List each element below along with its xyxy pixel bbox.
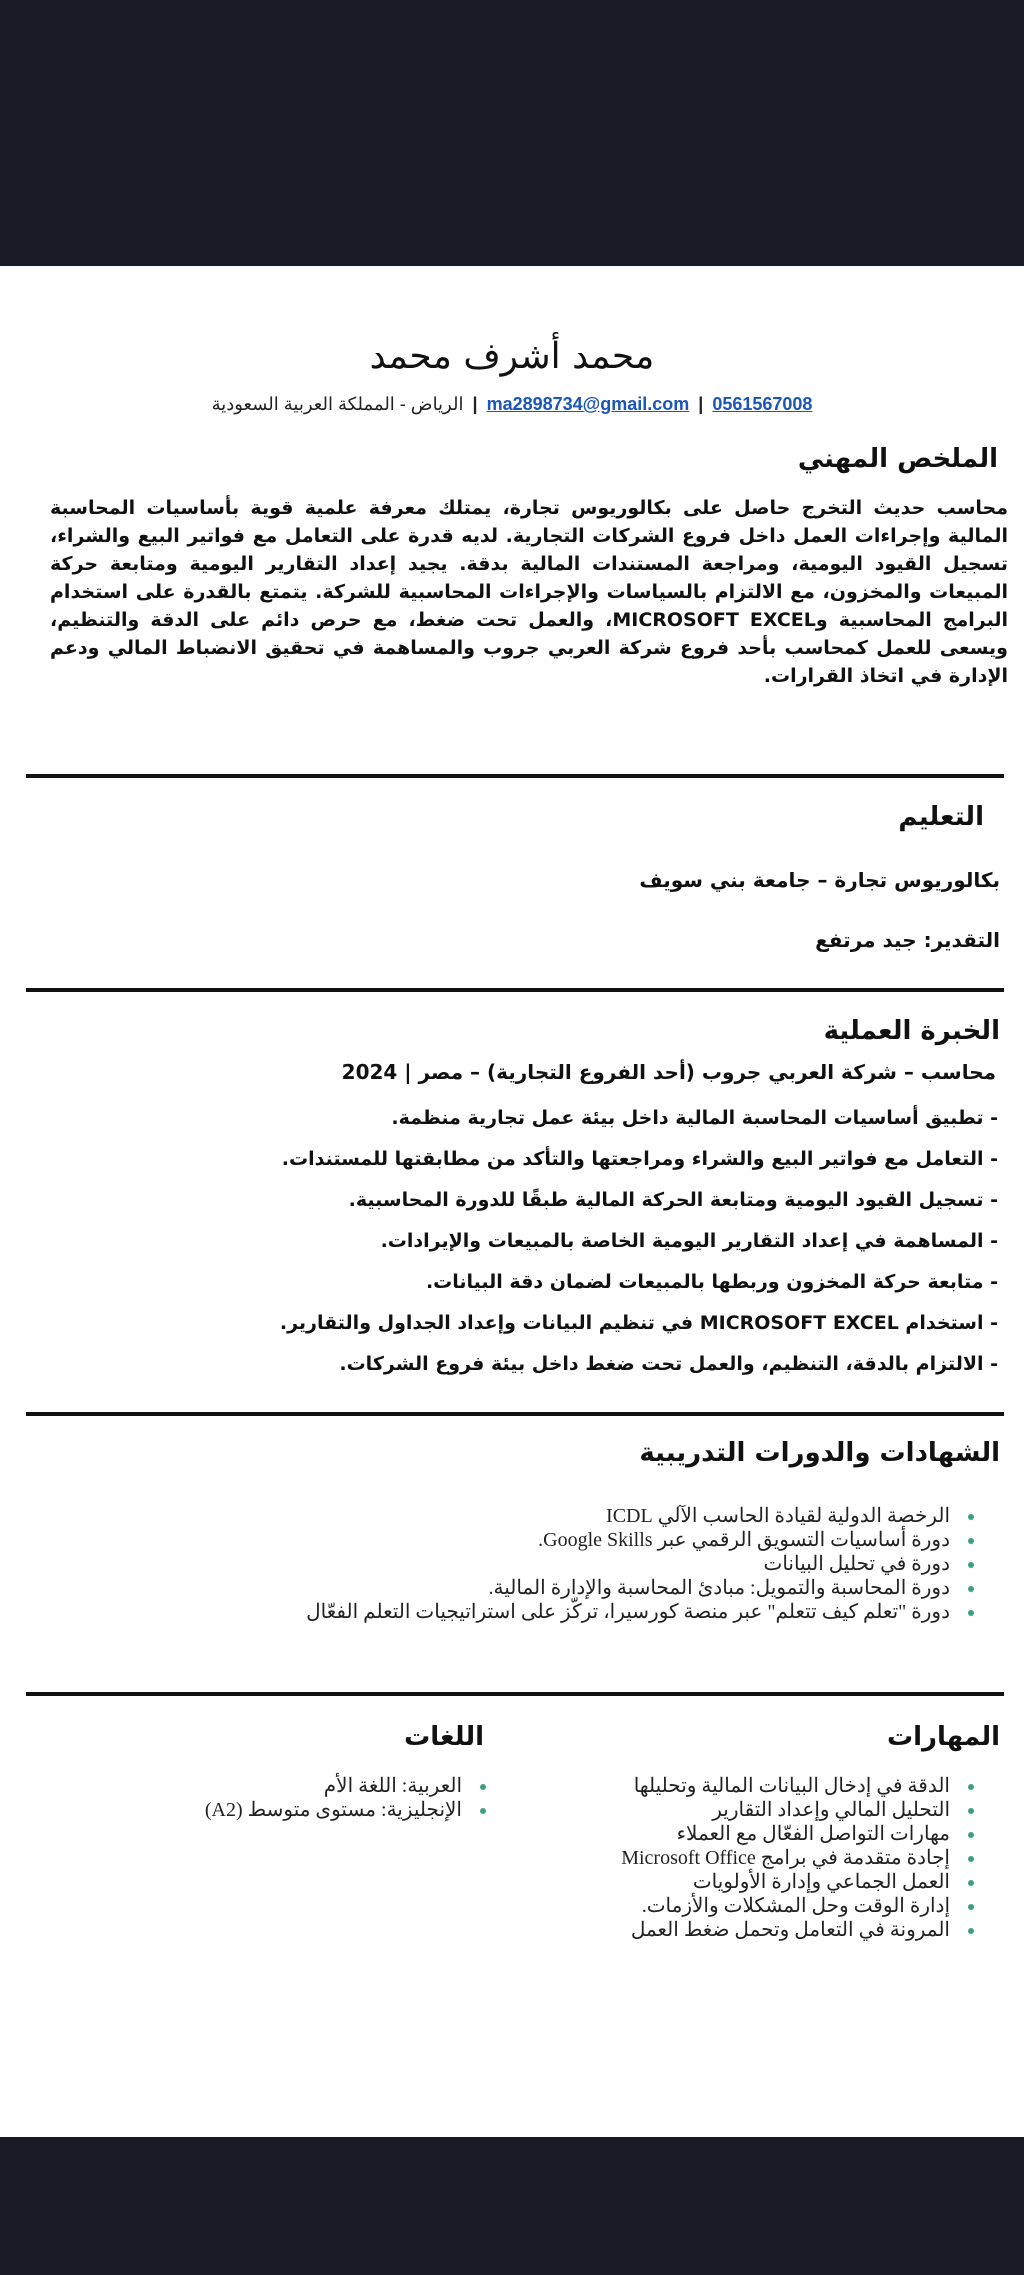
bullet-icon [968,1880,974,1886]
bullet-icon [968,1610,974,1616]
bullet-icon [968,1538,974,1544]
bullet-icon [480,1784,486,1790]
bullet-icon [968,1832,974,1838]
education-heading: التعليم [898,802,984,832]
resume-page [0,266,1024,2137]
certificate-item: دورة في تحليل البيانات [306,1552,974,1576]
contact-separator: | [698,394,704,414]
contact-line [0,394,1024,415]
contact-separator: | [472,394,478,414]
certificate-item: الرخصة الدولية لقيادة الحاسب الآلي ICDL [306,1504,974,1528]
certificate-item: دورة أساسيات التسويق الرقمي عبر Google Skills. [306,1528,974,1552]
education-degree: بكالوريوس تجارة – جامعة بني سويف [639,868,1000,892]
certificate-item: دورة المحاسبة والتمويل: مبادئ المحاسبة والإدارة المالية. [306,1576,974,1600]
experience-item: - التعامل مع فواتير البيع والشراء ومراجعتها والتأكد من مطابقتها للمستندات. [281,1148,998,1170]
top-dark-band [0,0,1024,266]
experience-item: - استخدام MICROSOFT EXCEL في تنظيم البيانات وإعداد الجداول والتقارير. [279,1312,998,1334]
experience-list [18,1098,998,1385]
skills-heading: المهارات [886,1722,1000,1752]
skill-item: إدارة الوقت وحل المشكلات والأزمات. [621,1894,974,1918]
bullet-icon [968,1856,974,1862]
skill-item: المرونة في التعامل وتحمل ضغط العمل [621,1918,974,1942]
bullet-icon [968,1928,974,1934]
bullet-icon [968,1514,974,1520]
skill-item: مهارات التواصل الفعّال مع العملاء [621,1822,974,1846]
summary-paragraph: محاسب حديث التخرج حاصل على بكالوريوس تجارة، يمتلك معرفة علمية قوية بأساسيات المحاسبة المالية وإجراءات العمل داخل فروع الشركات التجارية. لديه قدرة على التعامل مع فواتير البيع والشراء، تسجيل القيود اليومية، ومراجعة المستندات المالية بدقة. يجيد إعداد التقارير اليومية ومتابعة حركة المبيعات والمخزون، مع الالتزام بالسياسات والإجراءات المحاسبية للشركة. يتمتع بالقدرة على استخدام البرامج المحاسبية وMICROSOFT EXCEL، والعمل تحت ضغط، مع حرص دائم على الدقة والتنظيم، ويسعى للعمل كمحاسب بأحد فروع شركة العربي جروب والمساهمة في تحقيق الانضباط المالي ودعم الإدارة في اتخاذ القرارات. [50,497,1008,687]
experience-item: - تسجيل القيود اليومية ومتابعة الحركة المالية طبقًا للدورة المحاسبية. [348,1189,998,1211]
bullet-icon [968,1562,974,1568]
phone-link[interactable]: 0561567008 [712,394,813,414]
language-item: الإنجليزية: مستوى متوسط (A2) [205,1798,486,1822]
certificates-list [306,1504,974,1624]
bullet-icon [968,1784,974,1790]
experience-item: - المساهمة في إعداد التقارير اليومية الخاصة بالمبيعات والإيرادات. [380,1230,998,1252]
certificate-item: دورة "تعلم كيف تتعلم" عبر منصة كورسيرا، تركّز على استراتيجيات التعلم الفعّال [306,1600,974,1624]
skill-item: التحليل المالي وإعداد التقارير [621,1798,974,1822]
bottom-dark-band [0,2137,1024,2275]
language-item: العربية: اللغة الأم [205,1774,486,1798]
languages-list [205,1774,486,1822]
location-text: الرياض - المملكة العربية السعودية [211,394,464,414]
bullet-icon [968,1904,974,1910]
experience-item: - الالتزام بالدقة، التنظيم، والعمل تحت ضغط داخل بيئة فروع الشركات. [339,1353,998,1375]
certificates-heading: الشهادات والدورات التدريبية [639,1438,1000,1468]
summary-heading: الملخص المهني [797,444,998,474]
section-divider [26,1412,1004,1416]
job-title: محاسب – شركة العربي جروب (أحد الفروع التجارية) – مصر | 2024 [341,1060,996,1084]
section-divider [26,988,1004,992]
languages-heading: اللغات [404,1722,484,1752]
experience-heading: الخبرة العملية [823,1016,1000,1046]
candidate-name: محمد أشرف محمد [369,336,655,377]
skill-item: إجادة متقدمة في برامج Microsoft Office [621,1846,974,1870]
email-link[interactable]: ma2898734@gmail.com [486,394,690,414]
skill-item: العمل الجماعي وإدارة الأولويات [621,1870,974,1894]
experience-item: - تطبيق أساسيات المحاسبة المالية داخل بيئة عمل تجارية منظمة. [391,1107,998,1129]
bullet-icon [480,1808,486,1814]
education-grade: التقدير: جيد مرتفع [815,928,1000,952]
section-divider [26,774,1004,778]
skills-list [621,1774,974,1942]
experience-item: - متابعة حركة المخزون وربطها بالمبيعات لضمان دقة البيانات. [425,1271,998,1293]
section-divider [26,1692,1004,1696]
bullet-icon [968,1586,974,1592]
bullet-icon [968,1808,974,1814]
skill-item: الدقة في إدخال البيانات المالية وتحليلها [621,1774,974,1798]
